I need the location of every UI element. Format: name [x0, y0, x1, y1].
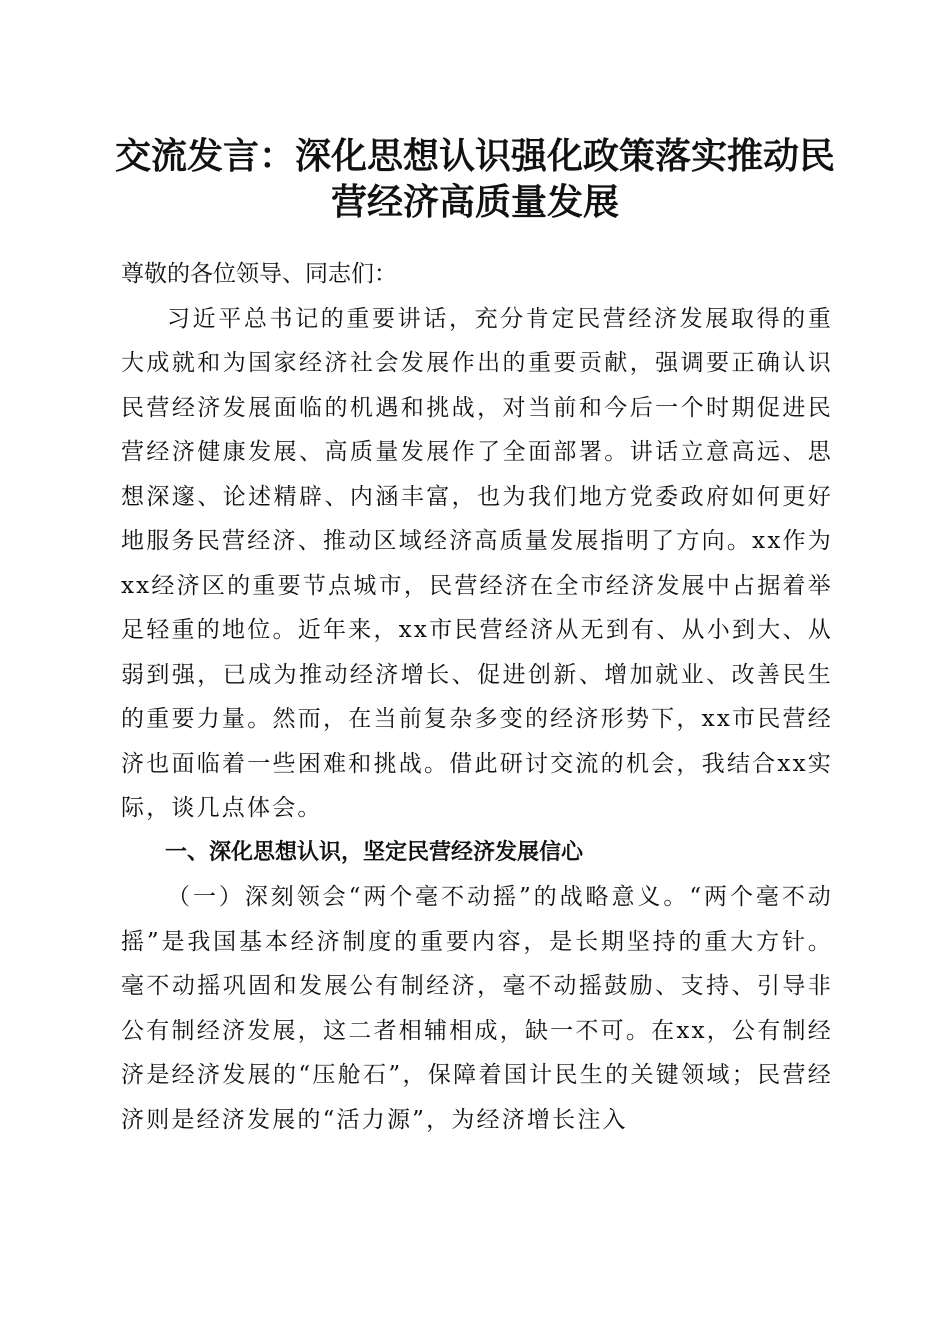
- document-title-line-2: 营经济高质量发展: [330, 181, 619, 223]
- paragraph-intro: 习近平总书记的重要讲话，充分肯定民营经济发展取得的重大成就和为国家经济社会发展作出的重要贡献，强调要正确认识民营经济发展面临的机遇和挑战，对当前和今后一个时期促进民营经济健康发展、高质量发展作了全面部署。讲话立意高远、思想深邃、论述精辟、内涵丰富，也为我们地方党委政府如何更好地服务民营经济、推动区域经济高质量发展指明了方向。xx作为xx经济区的重要节点城市，民营经济在全市经济发展中占据着举足轻重的地位。近年来，xx市民营经济从无到有、从小到大、从弱到强，已成为推动经济增长、促进创新、增加就业、改善民生的重要力量。然而，在当前复杂多变的经济形势下，xx市民营经济也面临着一些困难和挑战。借此研讨交流的机会，我结合xx实际，谈几点体会。: [121, 305, 833, 821]
- document-title-line-1: 交流发言：深化思想认识强化政策落实推动民: [114, 135, 835, 177]
- salutation: 尊敬的各位领导、同志们：: [121, 261, 397, 287]
- paragraph-section1-1: （一）深刻领会“两个毫不动摇”的战略意义。“两个毫不动摇”是我国基本经济制度的重要内容，是长期坚持的重大方针。毫不动摇巩固和发展公有制经济，毫不动摇鼓励、支持、引导非公有制经济发展，这二者相辅相成，缺一不可。在xx，公有制经济是经济发展的“压舱石”，保障着国计民生的关键领域；民营经济则是经济发展的“活力源”，为经济增长注入: [121, 884, 833, 1133]
- document-title: [100, 133, 850, 225]
- document-body: [121, 252, 833, 1142]
- section-heading-1: 一、深化思想认识，坚定民营经济发展信心: [165, 839, 584, 865]
